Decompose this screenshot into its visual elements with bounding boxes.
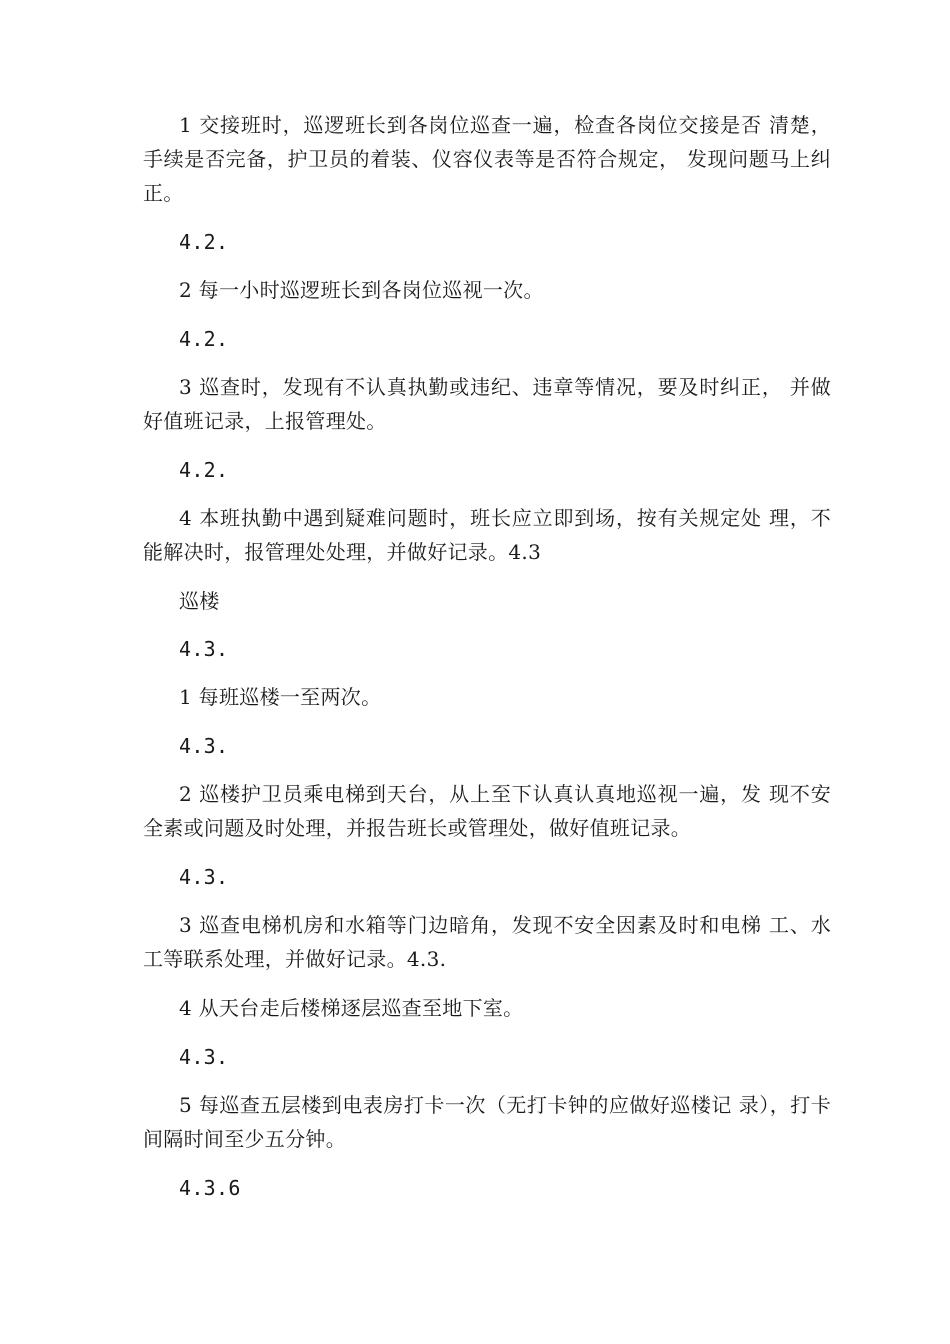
paragraph-stairway-patrol: 4 从天台走后楼梯逐层巡查至地下室。 (179, 996, 524, 1020)
section-number: 4.3. (179, 637, 229, 661)
document-body (143, 108, 831, 1219)
paragraph-hourly-patrol: 2 每一小时巡逻班长到各岗位巡视一次。 (179, 278, 544, 302)
section-number: 4.2. (179, 458, 229, 482)
section-number: 4.2. (179, 230, 229, 254)
paragraph-rooftop-patrol: 2 巡楼护卫员乘电梯到天台，从上至下认真认真地巡视一遍，发 现不安全素或问题及时处理，并报告班长或管理处，做好值班记录。 (143, 782, 831, 840)
section-number: 4.3. (179, 734, 229, 758)
paragraph-punch-card: 5 每巡查五层楼到电表房打卡一次（无打卡钟的应做好巡楼记 录），打卡间隔时间至少五分钟。 (143, 1093, 831, 1151)
paragraph-correct-violations: 3 巡查时，发现有不认真执勤或违纪、违章等情况，要及时纠正， 并做好值班记录，上报管理处。 (143, 375, 831, 433)
section-number: 4.3. (179, 865, 229, 889)
paragraph-difficult-problems: 4 本班执勤中遇到疑难问题时，班长应立即到场，按有关规定处 理，不能解决时，报管理处处理，并做好记录。4.3 (143, 506, 831, 564)
paragraph-machine-room-check: 3 巡查电梯机房和水箱等门边暗角，发现不安全因素及时和电梯 工、水工等联系处理，并做好记录。4.3. (143, 913, 831, 971)
paragraph-patrol-frequency: 1 每班巡楼一至两次。 (179, 685, 382, 709)
paragraph-handover-inspection: 1 交接班时，巡逻班长到各岗位巡查一遍，检查各岗位交接是否 清楚，手续是否完备，护卫员的着装、仪容仪表等是否符合规定， 发现问题马上纠正。 (143, 113, 831, 205)
section-number: 4.3. (179, 1045, 229, 1069)
section-heading-floor-patrol: 巡楼 (179, 589, 220, 613)
section-number: 4.2. (179, 327, 229, 351)
section-number: 4.3.6 (179, 1176, 241, 1200)
